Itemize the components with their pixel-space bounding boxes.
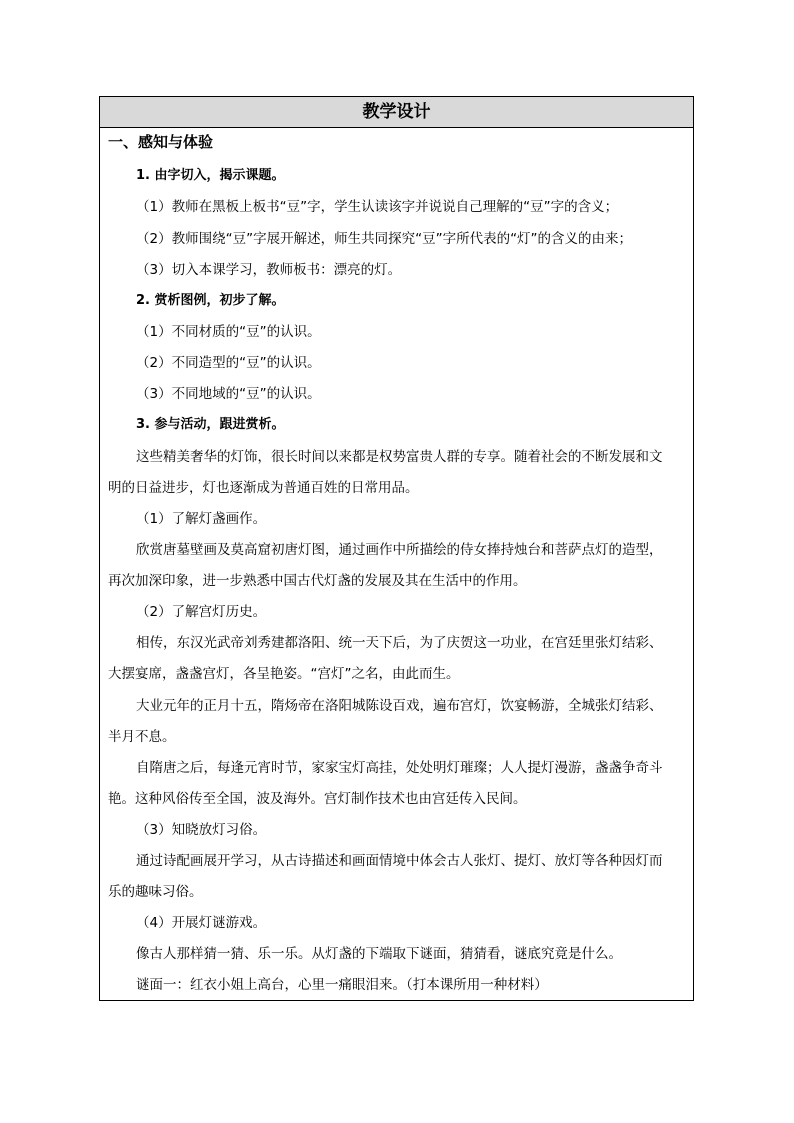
table-title: 教学设计: [100, 97, 693, 128]
paragraph-line: （4）开展灯谜游戏。: [136, 915, 267, 931]
paragraph-line: 半月不息。: [108, 729, 176, 745]
paragraph-line: 通过诗配画展开学习，从古诗描述和画面情境中体会古人张灯、提灯、放灯等各种因灯而: [136, 853, 663, 869]
paragraph-line: （3）切入本课学习，教师板书：漂亮的灯。: [136, 262, 402, 278]
paragraph-line: 欣赏唐墓壁画及莫高窟初唐灯图，通过画作中所描绘的侍女捧持烛台和菩萨点灯的造型，: [136, 542, 663, 558]
subheading: 1. 由字切入，揭示课题。: [136, 168, 285, 183]
paragraph-line: 相传，东汉光武帝刘秀建都洛阳、统一天下后，为了庆贺这一功业，在宫廷里张灯结彩、: [136, 635, 663, 651]
paragraph-line: （3）知晓放灯习俗。: [136, 822, 267, 838]
section-heading: 一、感知与体验: [108, 133, 214, 151]
paragraph-line: （2）不同造型的“豆”的认识。: [136, 355, 321, 371]
paragraph-line: 谜面一：红衣小姐上高台，心里一痛眼泪来。（打本课所用一种材料）: [136, 977, 548, 993]
paragraph-line: 像古人那样猜一猜、乐一乐。从灯盏的下端取下谜面，猜猜看，谜底究竟是什么。: [136, 946, 622, 962]
paragraph-line: （1）了解灯盏画作。: [136, 511, 267, 527]
paragraph-line: 明的日益进步，灯也逐渐成为普通百姓的日常用品。: [108, 480, 419, 496]
paragraph-line: 艳。这种风俗传至全国，波及海外。宫灯制作技术也由宫廷传入民间。: [108, 791, 527, 807]
paragraph-line: 再次加深印象，进一步熟悉中国古代灯盏的发展及其在生活中的作用。: [108, 573, 527, 589]
paragraph-line: （1）教师在黑板上板书“豆”字，学生认读该字并说说自己理解的“豆”字的含义；: [136, 199, 619, 215]
paragraph-line: 大摆宴席，盏盏宫灯，各呈艳姿。“宫灯”之名，由此而生。: [108, 666, 460, 682]
paragraph-line: （2）了解宫灯历史。: [136, 604, 267, 620]
paragraph-line: 大业元年的正月十五，隋炀帝在洛阳城陈设百戏，遍布宫灯，饮宴畅游，全城张灯结彩、: [136, 698, 663, 714]
paragraph-line: （2）教师围绕“豆”字展开解述，师生共同探究“豆”字所代表的“灯”的含义的由来；: [136, 231, 633, 247]
subheading: 2. 赏析图例，初步了解。: [136, 293, 285, 308]
subheading: 3. 参与活动，跟进赏析。: [136, 417, 285, 432]
lesson-plan-table: [99, 96, 694, 1001]
paragraph-line: 自隋唐之后，每逢元宵时节，家家宝灯高挂，处处明灯璀璨；人人提灯漫游，盏盏争奇斗: [136, 760, 663, 776]
paragraph-line: （1）不同材质的“豆”的认识。: [136, 324, 321, 340]
paragraph-line: 乐的趣味习俗。: [108, 884, 203, 900]
paragraph-line: （3）不同地域的“豆”的认识。: [136, 386, 321, 402]
paragraph-line: 这些精美奢华的灯饰，很长时间以来都是权势富贵人群的专享。随着社会的不断发展和文: [136, 449, 663, 465]
